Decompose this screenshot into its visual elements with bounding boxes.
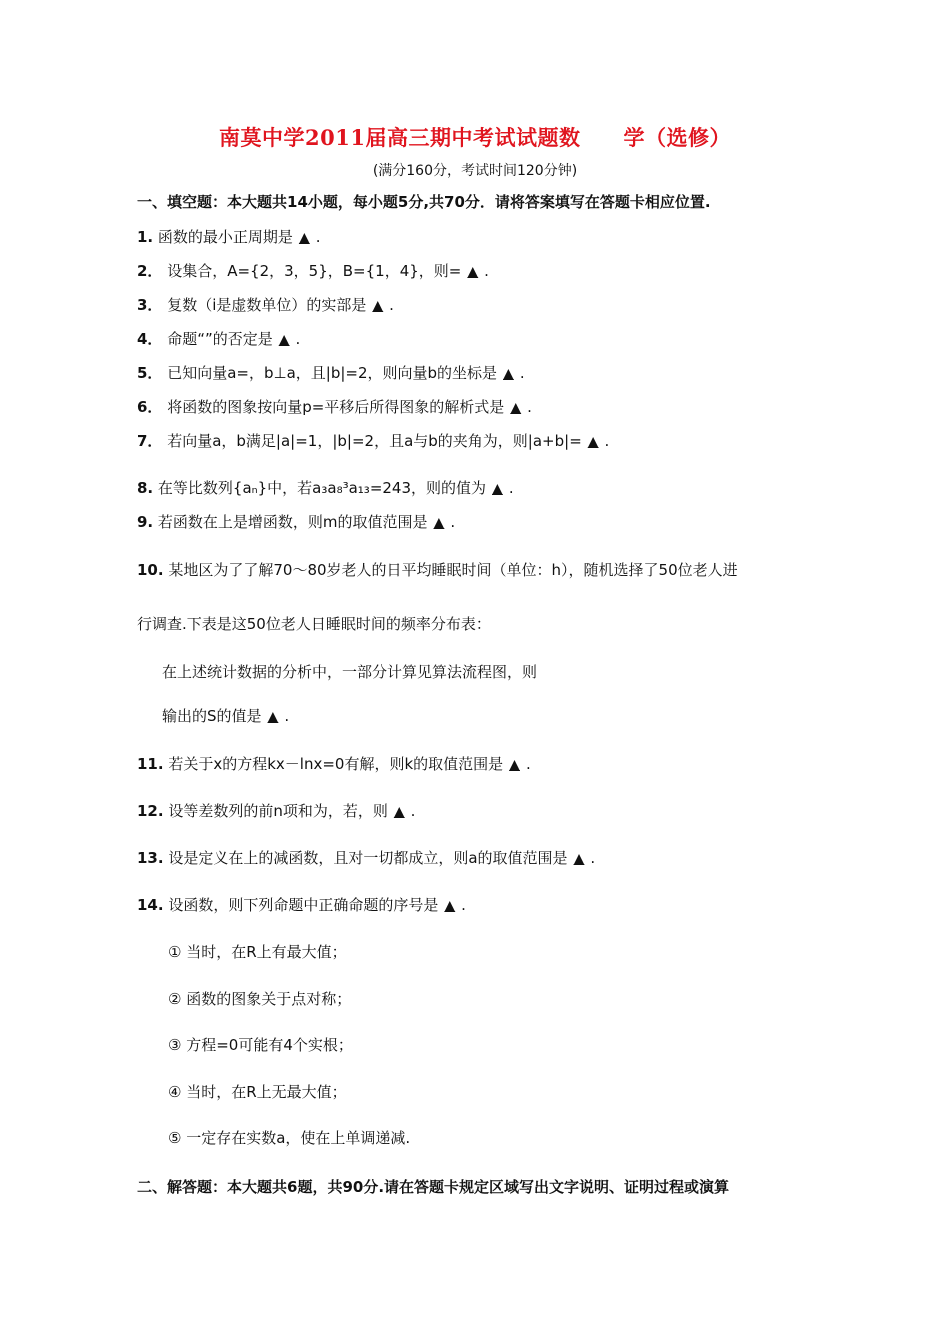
question-4 — [137, 329, 300, 350]
question-number: 9. — [137, 513, 154, 531]
section-1-heading: 一、填空题：本大题共14小题，每小题5分,共70分．请将答案填写在答题卡相应位置. — [137, 193, 711, 211]
question-2 — [137, 261, 489, 282]
question-text: 命题“”的否定是 — [167, 330, 273, 348]
question-9 — [137, 512, 455, 533]
question-number: 4． — [137, 330, 163, 348]
triangle-icon: ▲ — [503, 366, 514, 382]
question-end: . — [284, 707, 290, 725]
question-end: . — [519, 364, 525, 382]
answer-blank — [486, 478, 509, 499]
triangle-icon: ▲ — [492, 481, 503, 497]
question-10-output — [162, 706, 289, 727]
answer-blank — [568, 848, 591, 869]
question-text: 设是定义在上的减函数，且对一切都成立，则a的取值范围是 — [168, 849, 568, 867]
question-end: . — [508, 479, 514, 497]
question-end: . — [484, 262, 489, 280]
question-10 — [137, 560, 738, 580]
question-number: 8. — [137, 479, 154, 497]
question-text: 函数的最小正周期是 — [157, 228, 293, 246]
question-text: 输出的S的值是 — [162, 707, 262, 725]
question-end: . — [295, 330, 301, 348]
section-2-heading: 二、解答题：本大题共6题，共90分.请在答题卡规定区域写出文字说明、证明过程或演算 — [137, 1178, 730, 1196]
triangle-icon: ▲ — [573, 851, 585, 867]
triangle-icon: ▲ — [372, 298, 384, 314]
question-10-analysis: 在上述统计数据的分析中，一部分计算见算法流程图，则 — [162, 663, 538, 681]
answer-blank — [503, 754, 526, 775]
triangle-icon: ▲ — [267, 709, 279, 725]
question-10-continued: 行调查.下表是这50位老人日睡眠时间的频率分布表： — [137, 615, 491, 633]
question-number: 10. — [137, 561, 164, 579]
question-number: 6． — [137, 398, 163, 416]
question-text: 若向量a，b满足|a|=1，|b|=2，且a与b的夹角为，则|a+b|= — [167, 432, 582, 450]
question-11 — [137, 754, 531, 775]
answer-blank — [497, 363, 520, 384]
triangle-icon: ▲ — [467, 264, 479, 280]
option-5: ⑤ 一定存在实数a，使在上单调递减. — [168, 1129, 411, 1147]
answer-blank — [438, 895, 461, 916]
option-3: ③ 方程=0可能有4个实根； — [168, 1036, 353, 1054]
triangle-icon: ▲ — [298, 230, 310, 246]
question-6 — [137, 397, 532, 418]
exam-info: (满分160分，考试时间120分钟) — [372, 163, 578, 179]
question-text: 复数（i是虚数单位）的实部是 — [167, 296, 367, 314]
question-text: 设函数，则下列命题中正确命题的序号是 — [168, 896, 439, 914]
question-number: 11. — [137, 755, 164, 773]
question-text: 设集合，A={2，3，5}，B={1，4}，则= — [167, 262, 462, 280]
triangle-icon: ▲ — [509, 757, 520, 773]
question-number: 5． — [137, 364, 163, 382]
question-number: 14. — [137, 896, 164, 914]
question-text: 若函数在上是增函数，则m的取值范围是 — [157, 513, 428, 531]
question-7 — [137, 431, 609, 452]
option-4: ④ 当时，在R上无最大值； — [168, 1083, 347, 1101]
question-end: . — [461, 896, 466, 914]
question-13 — [137, 848, 595, 869]
question-text: 已知向量a=，b⊥a，且|b|=2，则向量b的坐标是 — [167, 364, 498, 382]
answer-blank — [388, 801, 411, 822]
question-text: 将函数的图象按向量p=平移后所得图象的解析式是 — [167, 398, 505, 416]
question-number: 1. — [137, 228, 154, 246]
question-8 — [137, 478, 514, 499]
question-number: 12. — [137, 802, 164, 820]
question-end: . — [315, 228, 321, 246]
answer-blank — [262, 706, 285, 727]
question-end: . — [590, 849, 596, 867]
question-text: 设等差数列的前n项和为，若，则 — [168, 802, 388, 820]
question-number: 7． — [137, 432, 163, 450]
page-title: 南莫中学2011届高三期中考试试题数 学（选修） — [219, 125, 731, 150]
option-2: ② 函数的图象关于点对称； — [168, 990, 352, 1008]
question-14 — [137, 895, 466, 916]
question-end: . — [527, 398, 532, 416]
triangle-icon: ▲ — [393, 804, 405, 820]
question-end: . — [450, 513, 456, 531]
question-end: . — [604, 432, 610, 450]
question-end: . — [410, 802, 416, 820]
answer-blank — [504, 397, 527, 418]
question-end: . — [525, 755, 531, 773]
answer-blank — [582, 431, 605, 452]
answer-blank — [273, 329, 296, 350]
question-number: 2． — [137, 262, 163, 280]
question-text: 在等比数列{aₙ}中，若a₃a₈³a₁₃=243，则的值为 — [157, 479, 487, 497]
triangle-icon: ▲ — [510, 400, 522, 416]
question-12 — [137, 801, 415, 822]
question-1 — [137, 227, 321, 248]
answer-blank — [293, 227, 316, 248]
question-text: 若关于x的方程kx－lnx=0有解，则k的取值范围是 — [168, 755, 504, 773]
answer-blank — [428, 512, 451, 533]
triangle-icon: ▲ — [433, 515, 445, 531]
question-number: 13. — [137, 849, 164, 867]
triangle-icon: ▲ — [444, 898, 456, 914]
triangle-icon: ▲ — [278, 332, 290, 348]
option-1: ① 当时，在R上有最大值； — [168, 943, 347, 961]
answer-blank — [366, 295, 389, 316]
question-number: 3． — [137, 296, 163, 314]
question-5 — [137, 363, 525, 384]
question-end: . — [389, 296, 394, 314]
triangle-icon: ▲ — [587, 434, 599, 450]
answer-blank — [461, 261, 484, 282]
question-3 — [137, 295, 394, 316]
question-text: 某地区为了了解70～80岁老人的日平均睡眠时间（单位：h），随机选择了50位老人进 — [168, 561, 738, 579]
